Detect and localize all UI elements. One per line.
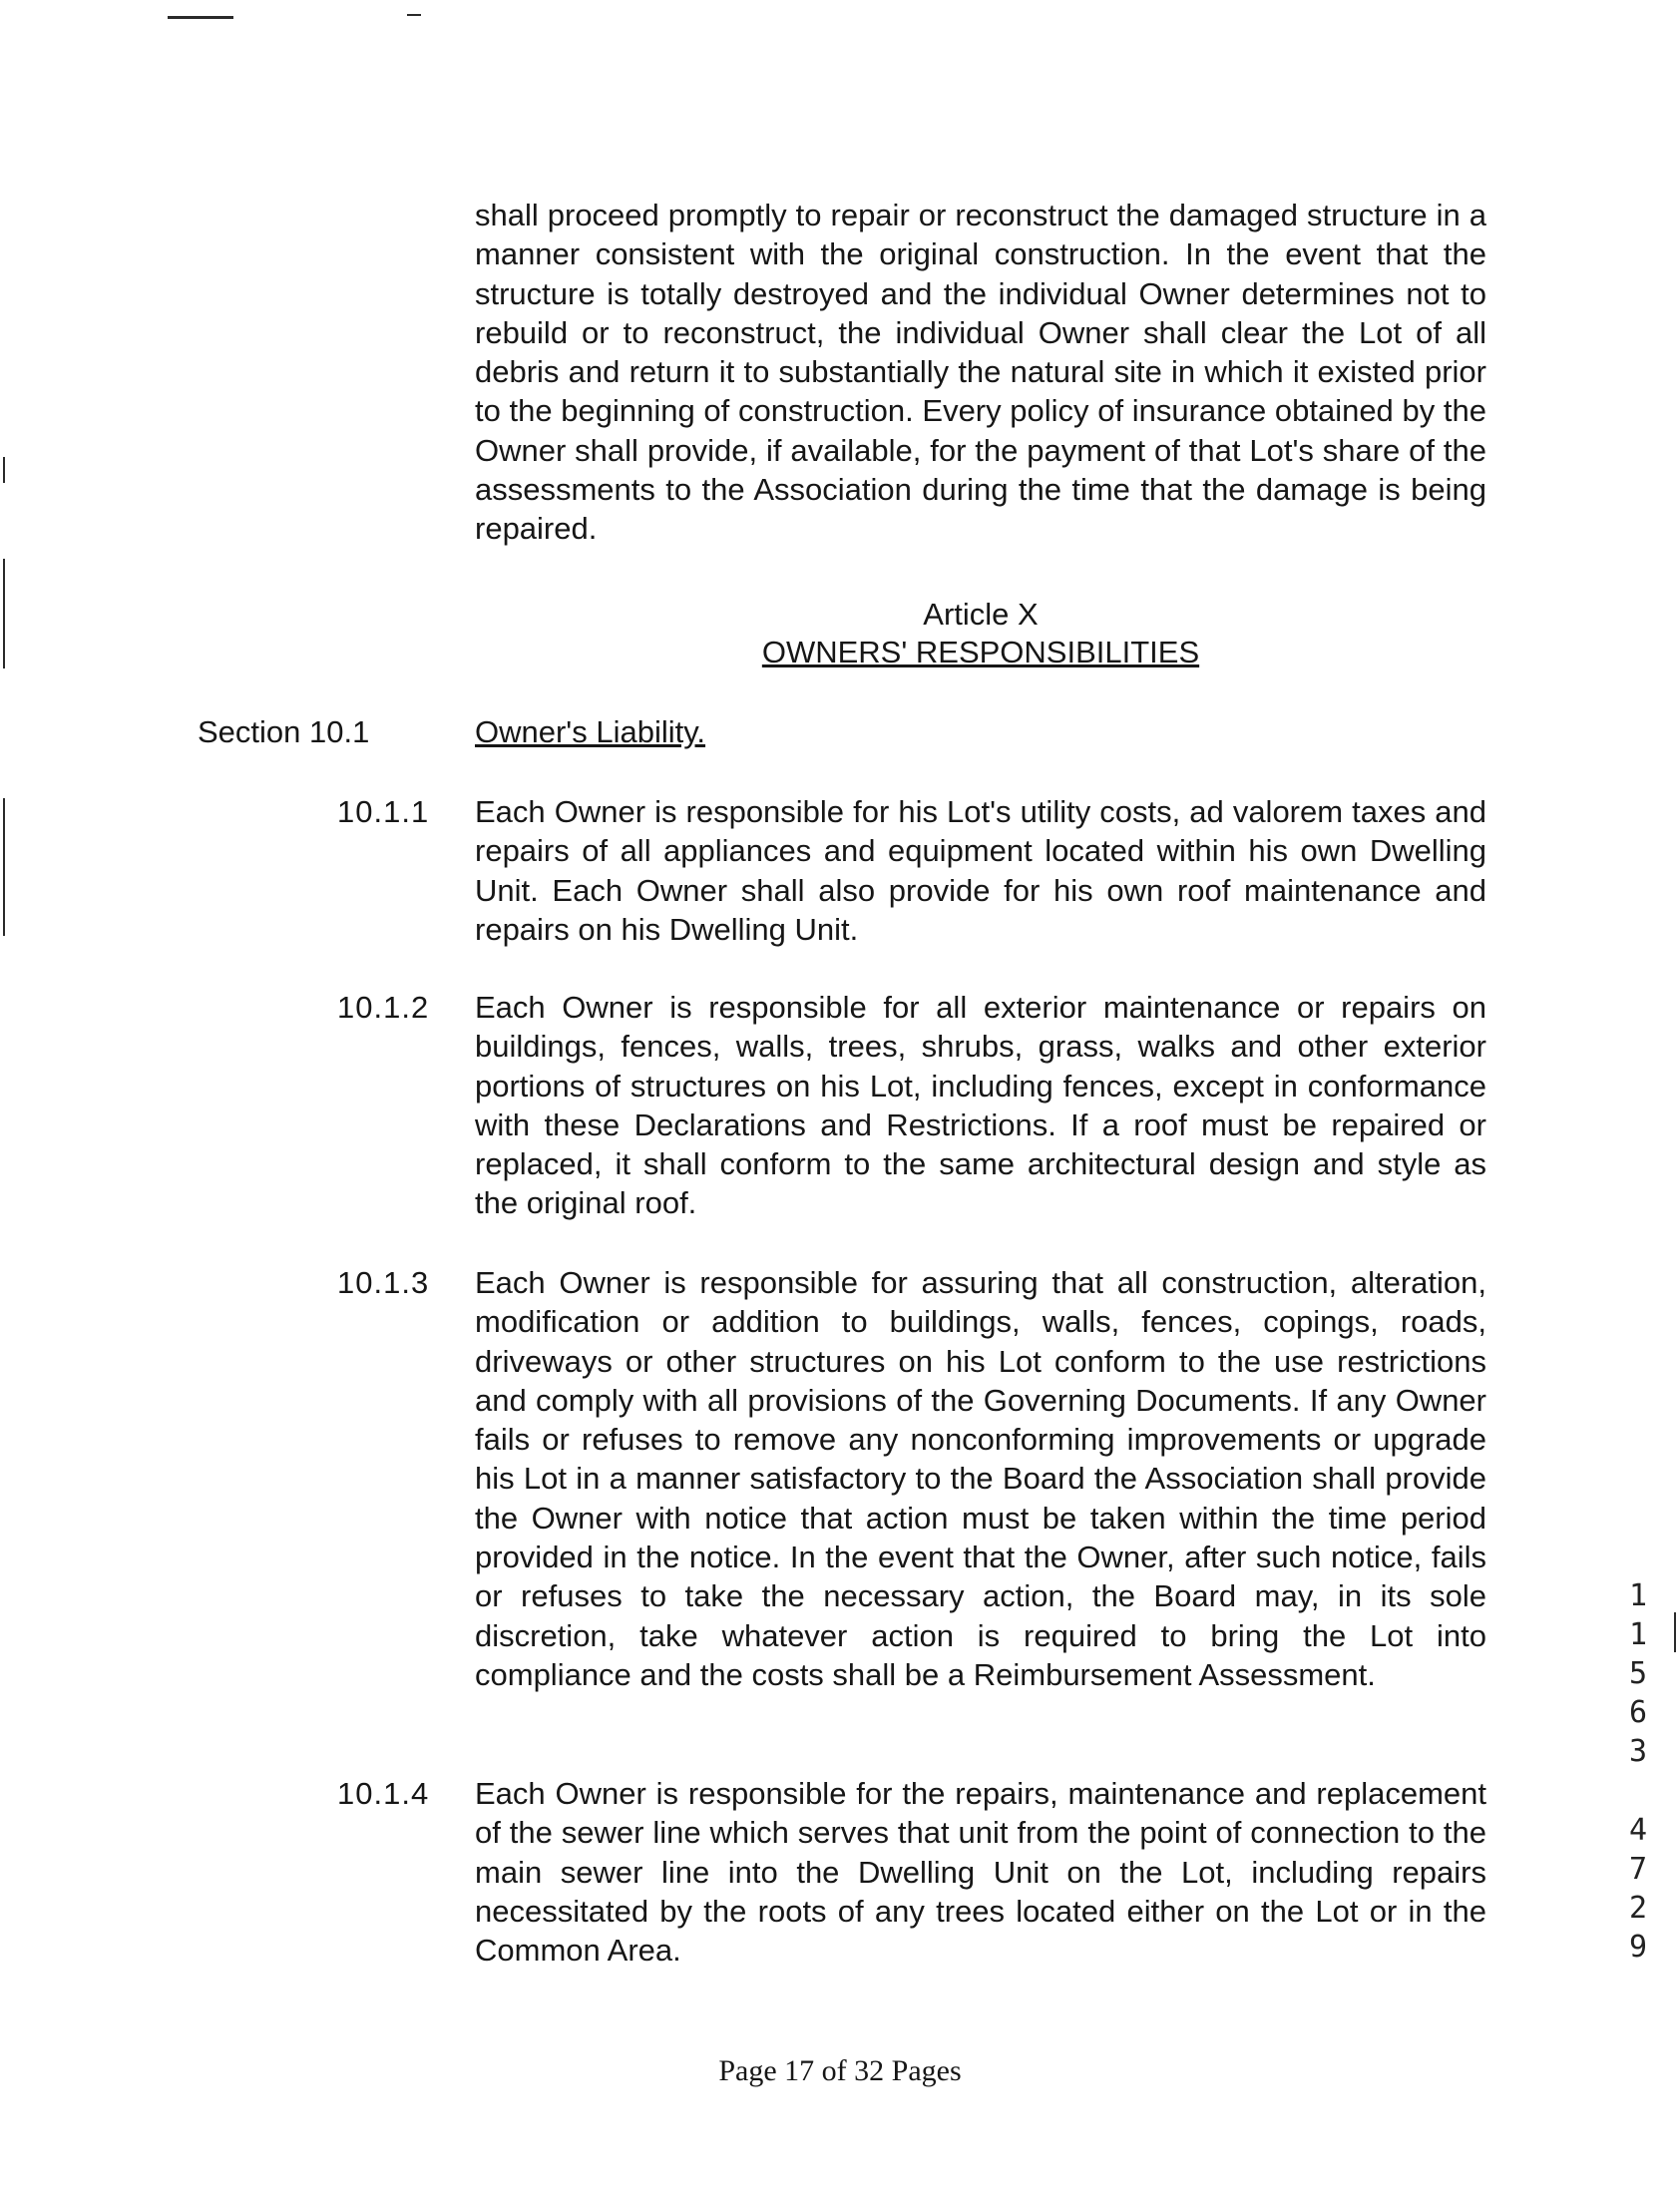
stamp-digit: 4 [1628, 1813, 1648, 1848]
page-footer: Page 17 of 32 Pages [718, 2054, 962, 2087]
section-title: Owner's Liability. [475, 714, 706, 749]
stamp-digit: 7 [1628, 1852, 1648, 1887]
subsection-number: 10.1.4 [337, 1776, 430, 1811]
subsection-number: 10.1.1 [337, 794, 430, 829]
scan-mark [3, 559, 5, 668]
recording-stamp [1618, 1576, 1658, 1967]
article-title: OWNERS' RESPONSIBILITIES [761, 635, 1200, 669]
scan-mark [3, 798, 5, 936]
scan-mark [1674, 1612, 1676, 1652]
stamp-digit: 3 [1628, 1734, 1648, 1769]
subsection-text: Each Owner is responsible for the repairs, maintenance and replacement of the sewer line which serves that unit from the point of connection to the main sewer line into the Dwelling Unit on the Lot, including repairs necessitated by the roots of any trees located either on the Lot or in the Common Area. [475, 1776, 1486, 1969]
stamp-digit: 1 [1628, 1617, 1648, 1652]
stamp-digit: 6 [1628, 1695, 1648, 1730]
stamp-digit: 5 [1628, 1656, 1648, 1691]
stamp-digit: 9 [1628, 1930, 1648, 1965]
section-label: Section 10.1 [198, 714, 370, 749]
subsection-number: 10.1.2 [337, 990, 430, 1025]
subsection-number: 10.1.3 [337, 1265, 430, 1300]
stamp-digit: 2 [1628, 1891, 1648, 1926]
subsection-text: Each Owner is responsible for all exterior maintenance or repairs on buildings, fences, walls, trees, shrubs, grass, walks and other exterior portions of structures on his Lot, including fences, except in conformance with these Declarations and Restrictions. If a roof must be repaired or replaced, it shall conform to the same architectural design and style as the original roof. [475, 990, 1486, 1221]
subsection-text: Each Owner is responsible for his Lot's utility costs, ad valorem taxes and repairs of all appliances and equipment located within his own Dwelling Unit. Each Owner shall also provide for his own roof maintenance and repairs on his Dwelling Unit. [475, 794, 1486, 947]
continuation-paragraph: shall proceed promptly to repair or reconstruct the damaged structure in a manner consistent with the original construction. In the event that the structure is totally destroyed and the individual Owner determines not to rebuild or to reconstruct, the individual Owner shall clear the Lot of all debris and return it to substantially the natural site in which it existed prior to the beginning of construction. Every policy of insurance obtained by the Owner shall provide, if available, for the payment of that Lot's share of the assessments to the Association during the time that the damage is being repaired. [475, 198, 1486, 547]
subsection-text: Each Owner is responsible for assuring that all construction, alteration, modification or addition to buildings, walls, fences, copings, roads, driveways or other structures on his Lot conform to the use restrictions and comply with all provisions of the Governing Documents. If any Owner fails or refuses to remove any nonconforming improvements or upgrade his Lot in a manner satisfactory to the Board the Association shall provide the Owner with notice that action must be taken within the time period provided in the notice. In the event that the Owner, after such notice, fails or refuses to take the necessary action, the Board may, in its sole discretion, take whatever action is required to bring the Lot into compliance and the costs shall be a Reimbursement Assessment. [475, 1265, 1486, 1692]
scan-mark [168, 16, 233, 19]
stamp-digit: 1 [1628, 1578, 1648, 1613]
scan-mark [407, 14, 421, 16]
scan-mark [3, 457, 5, 483]
article-title-row [475, 633, 1486, 671]
article-number: Article X [923, 597, 1039, 632]
